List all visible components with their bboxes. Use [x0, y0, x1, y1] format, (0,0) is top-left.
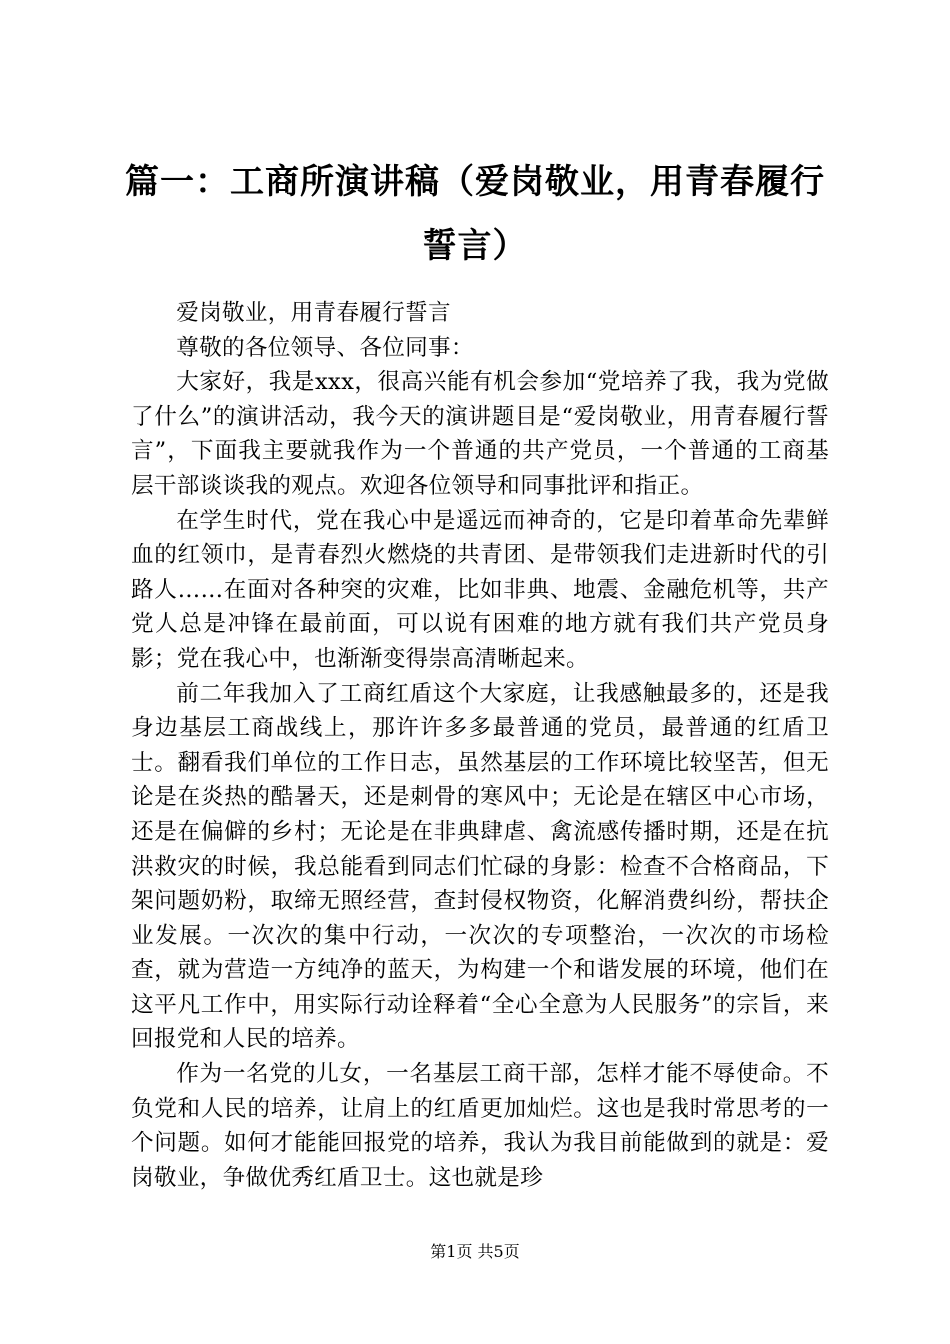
document-body: [131, 296, 829, 1195]
paragraph-subtitle: 爱岗敬业，用青春履行誓言: [176, 300, 451, 326]
paragraph-student-years: 在学生时代，党在我心中是遥远而神奇的，它是印着革命先辈鲜血的红领巾，是青春烈火燃烧的共青团、是带领我们走进新时代的引路人……在面对各种突的灾难，比如非典、地震、金融危机等，共产党人总是冲锋在最前面，可以说有困难的地方就有我们共产党员身影；党在我心中，也渐渐变得崇高清晰起来。: [131, 507, 829, 672]
paragraph-joining-red-shield: 前二年我加入了工商红盾这个大家庭，让我感触最多的，还是我身边基层工商战线上，那许许多多最普通的党员，最普通的红盾卫士。翻看我们单位的工作日志，虽然基层的工作环境比较坚苦，但无论是在炎热的酷暑天，还是刺骨的寒风中；无论是在辖区中心市场，还是在偏僻的乡村；无论是在非典肆虐、禽流感传播时期，还是在抗洪救灾的时候，我总能看到同志们忙碌的身影：检查不合格商品，下架问题奶粉，取缔无照经营，查封侵权物资，化解消费纠纷，帮扶企业发展。一次次的集中行动，一次次的专项整治，一次次的市场检查，就为营造一方纯净的蓝天，为构建一个和谐发展的环境，他们在这平凡工作中，用实际行动诠释着“全心全意为人民服务”的宗旨，来回报党和人民的培养。: [131, 680, 829, 1053]
paragraph-mission: 作为一名党的儿女，一名基层工商干部，怎样才能不辱使命。不负党和人民的培养，让肩上的红盾更加灿烂。这也是我时常思考的一个问题。如何才能能回报党的培养，我认为我目前能做到的就是：爱岗敬业，争做优秀红盾卫士。这也就是珍: [131, 1061, 829, 1191]
paragraph-salutation: 尊敬的各位领导、各位同事：: [176, 334, 474, 361]
paragraph-introduction: 大家好，我是xxx，很高兴能有机会参加“党培养了我，我为党做了什么”的演讲活动，我今天的演讲题目是“爱岗敬业，用青春履行誓言”，下面我主要就我作为一个普通的共产党员，一个普通的工商基层干部谈谈我的观点。欢迎各位领导和同事批评和指正。: [131, 369, 829, 499]
document-title: 篇一：工商所演讲稿（爱岗敬业，用青春履行誓言）: [125, 162, 825, 266]
page-number-footer: 第1页 共5页: [430, 1242, 520, 1261]
